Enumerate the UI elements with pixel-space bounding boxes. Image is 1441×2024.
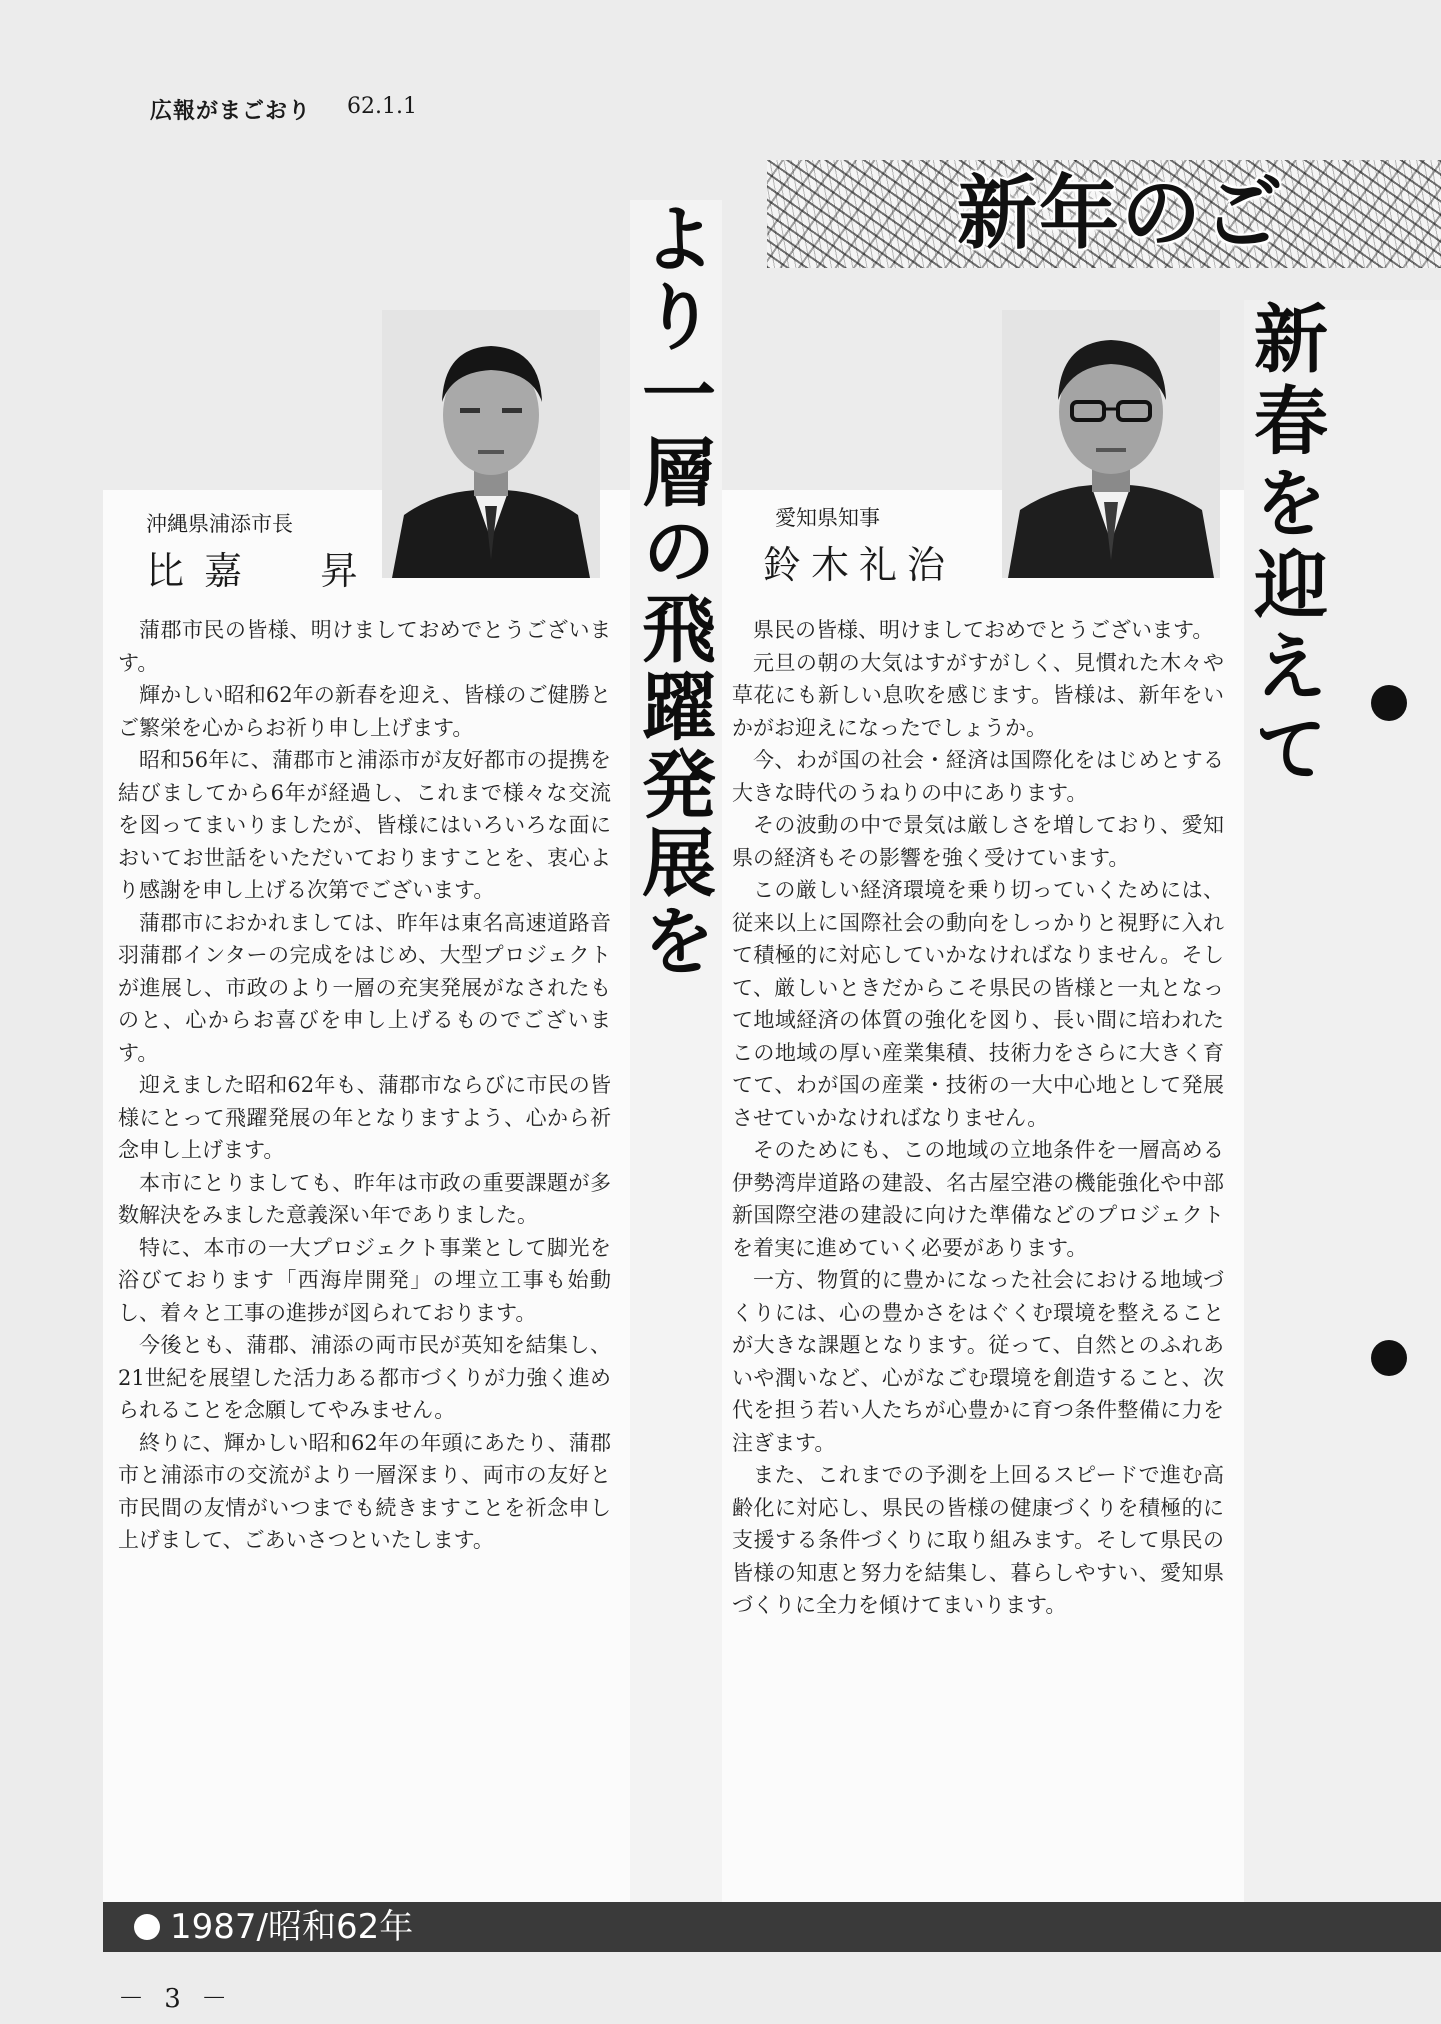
mayor-paragraph: 蒲郡市民の皆様、明けましておめでとうございます。 [118, 618, 611, 675]
mayor-headline: より一層の飛躍発展を [630, 200, 716, 980]
governor-paragraph: この厳しい経済環境を乗り切っていくためには、従来以上に国際社会の動向をしっかりと視野に入れて積極的に対応していかなければなりません。そして、厳しいときだからこそ県民の皆様と一丸となって地域経済の体質の強化を図り、長い間に培われたこの地域の厚い産業集積、技術力をさらに大きく育てて、わが国の産業・技術の一大中心地として発展させていかなければなりません。 [732, 878, 1224, 1130]
white-dot-icon [134, 1914, 160, 1940]
governor-paragraph: その波動の中で景気は厳しさを増しており、愛知県の経済もその影響を強く受けています。 [732, 813, 1224, 870]
mayor-paragraph: 特に、本市の一大プロジェクト事業として脚光を浴びております「西海岸開発」の埋立工事も始動し、着々と工事の進捗が図られております。 [118, 1235, 611, 1325]
banner-title: 新年のご [957, 167, 1285, 260]
governor-paragraph: 元旦の朝の大気はすがすがしく、見慣れた木々や草花にも新しい息吹を感じます。皆様は、新年をいかがお迎えになったでしょうか。 [732, 650, 1224, 740]
mayor-paragraph: 昭和56年に、蒲郡市と浦添市が友好都市の提携を結びましてから6年が経過し、これまで様々な交流を図ってまいりましたが、皆様にはいろいろな面においてお世話をいただいておりますことを、衷心より感謝を申し上げる次第でございます。 [118, 748, 611, 902]
mayor-name: 比嘉 昇 [146, 549, 379, 593]
footer-year-label: 1987/昭和62年 [170, 1907, 414, 1947]
governor-headline: 新春を迎えて [1242, 300, 1328, 792]
black-dot-icon [1371, 685, 1407, 721]
issue-date: 62.1.1 [347, 94, 417, 119]
governor-paragraph: 県民の皆様、明けましておめでとうございます。 [753, 618, 1214, 642]
black-dot-icon [1371, 1340, 1407, 1376]
governor-paragraph: また、これまでの予測を上回るスピードで進む高齢化に対応し、県民の皆様の健康づくりを積極的に支援する条件づくりに取り組みます。そして県民の皆様の知恵と努力を結集し、暮らしやすい、愛知県づくりに全力を傾けてまいります。 [732, 1463, 1224, 1617]
governor-title: 愛知県知事 [775, 506, 880, 530]
governor-paragraph: そのためにも、この地域の立地条件を一層高める伊勢湾岸道路の建設、名古屋空港の機能強化や中部新国際空港の建設に向けた準備などのプロジェクトを着実に進めていく必要があります。 [732, 1138, 1224, 1260]
mayor-title: 沖縄県浦添市長 [146, 512, 293, 536]
mayor-paragraph: 蒲郡市におかれましては、昨年は東名高速道路音羽蒲郡インターの完成をはじめ、大型プロジェクトが進展し、市政のより一層の充実発展がなされたものと、心からお喜びを申し上げるものでございます。 [118, 910, 611, 1065]
governor-message [732, 614, 1224, 1622]
mayor-paragraph: 迎えました昭和62年も、蒲郡市ならびに市民の皆様にとって飛躍発展の年となりますよう、心から祈念申し上げます。 [118, 1073, 611, 1162]
mayor-portrait-photo [382, 310, 600, 578]
portrait-silhouette [1002, 310, 1220, 578]
new-year-banner [767, 160, 1441, 268]
mayor-paragraph: 終りに、輝かしい昭和62年の年頭にあたり、蒲郡市と浦添市の交流がより一層深まり、両市の友好と市民間の友情がいつまでも続きますことを祈念申し上げまして、ごあいさつといたします。 [118, 1430, 611, 1552]
mayor-paragraph: 今後とも、蒲郡、浦添の両市民が英知を結集し、21世紀を展望した活力ある都市づくりが力強く進められることを念願してやみません。 [118, 1333, 611, 1422]
governor-name: 鈴木礼治 [763, 543, 956, 587]
mayor-paragraph: 本市にとりましても、昨年は市政の重要課題が多数解決をみました意義深い年でありました。 [118, 1170, 611, 1227]
mayor-message [118, 614, 611, 1557]
governor-portrait-photo [1002, 310, 1220, 578]
mayor-paragraph: 輝かしい昭和62年の新春を迎え、皆様のご健勝とご繁栄を心からお祈り申し上げます。 [118, 683, 611, 740]
portrait-silhouette [382, 310, 600, 578]
governor-paragraph: 一方、物質的に豊かになった社会における地域づくりには、心の豊かさをはぐくむ環境を整えることが大きな課題となります。従って、自然とのふれあいや潤いなど、心がなごむ環境を創造すること、次代を担う若い人たちが心豊かに育つ条件整備に力を注ぎます。 [732, 1268, 1224, 1455]
masthead: 広報がまごおり [150, 99, 312, 124]
page-number: － 3 － [118, 1984, 234, 2014]
governor-paragraph: 今、わが国の社会・経済は国際化をはじめとする大きな時代のうねりの中にあります。 [732, 748, 1224, 805]
